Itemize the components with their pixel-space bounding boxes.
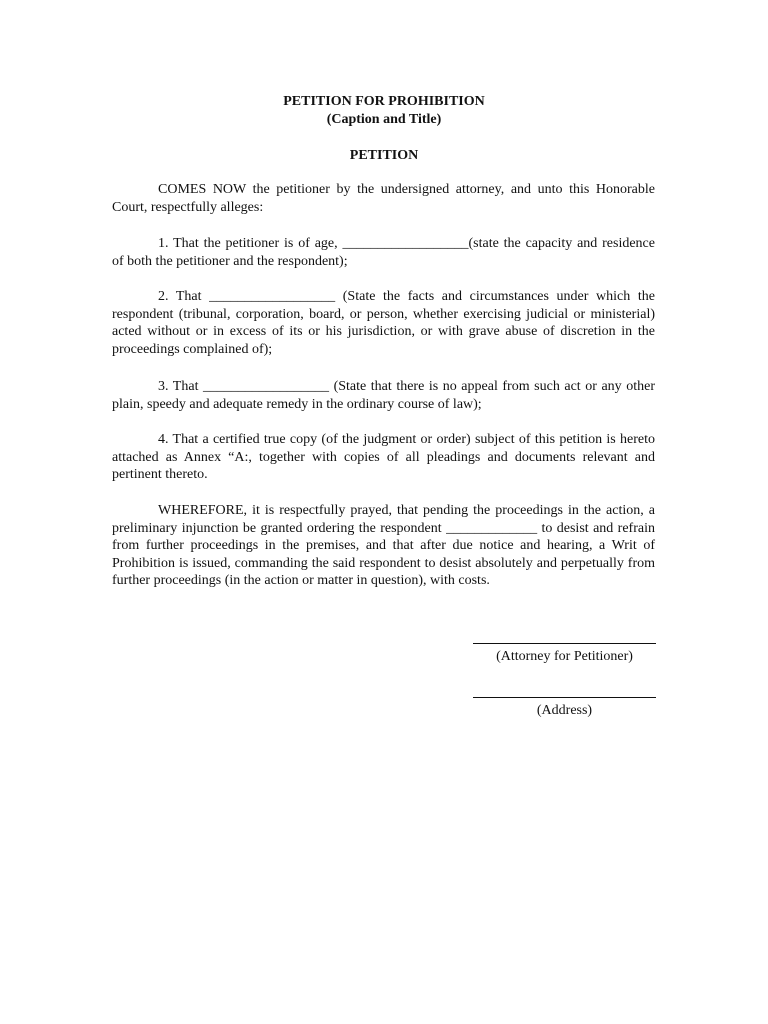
document-title: PETITION FOR PROHIBITION	[283, 94, 485, 109]
paragraph-allegation-1: 1. That the petitioner is of age, __________________(state the capacity and residence of both the petitioner and the respondent);	[112, 236, 655, 269]
paragraph-allegation-4: 4. That a certified true copy (of the judgment or order) subject of this petition is hereto attached as Annex “A:, together with copies of all pleadings and documents relevant and pertinent thereto.	[112, 432, 655, 483]
paragraph-allegation-2: 2. That __________________ (State the facts and circumstances under which the respondent (tribunal, corporation, board, or person, whether exercising judicial or ministerial) acted without or in excess of its or his jurisdiction, or with grave abuse of discretion in the proceedings complained of);	[112, 289, 655, 357]
address-signature-line	[473, 697, 656, 698]
document-caption: (Caption and Title)	[326, 112, 442, 127]
attorney-signature-block	[473, 643, 656, 665]
document-heading: PETITION	[349, 148, 419, 163]
attorney-signature-label: (Attorney for Petitioner)	[496, 649, 633, 664]
paragraph-intro: COMES NOW the petitioner by the undersigned attorney, and unto this Honorable Court, respectfully alleges:	[112, 182, 655, 215]
attorney-signature-line	[473, 643, 656, 644]
address-signature-block	[473, 697, 656, 719]
paragraph-allegation-3: 3. That __________________ (State that there is no appeal from such act or any other plain, speedy and adequate remedy in the ordinary course of law);	[112, 379, 655, 412]
paragraph-prayer: WHEREFORE, it is respectfully prayed, that pending the proceedings in the action, a preliminary injunction be granted ordering the respondent _____________ to desist and refrain from further proceedings in the premises, and that after due notice and hearing, a Writ of Prohibition is issued, commanding the said respondent to desist absolutely and perpetually from further proceedings (in the action or matter in question), with costs.	[112, 503, 655, 589]
address-signature-label: (Address)	[536, 703, 593, 718]
